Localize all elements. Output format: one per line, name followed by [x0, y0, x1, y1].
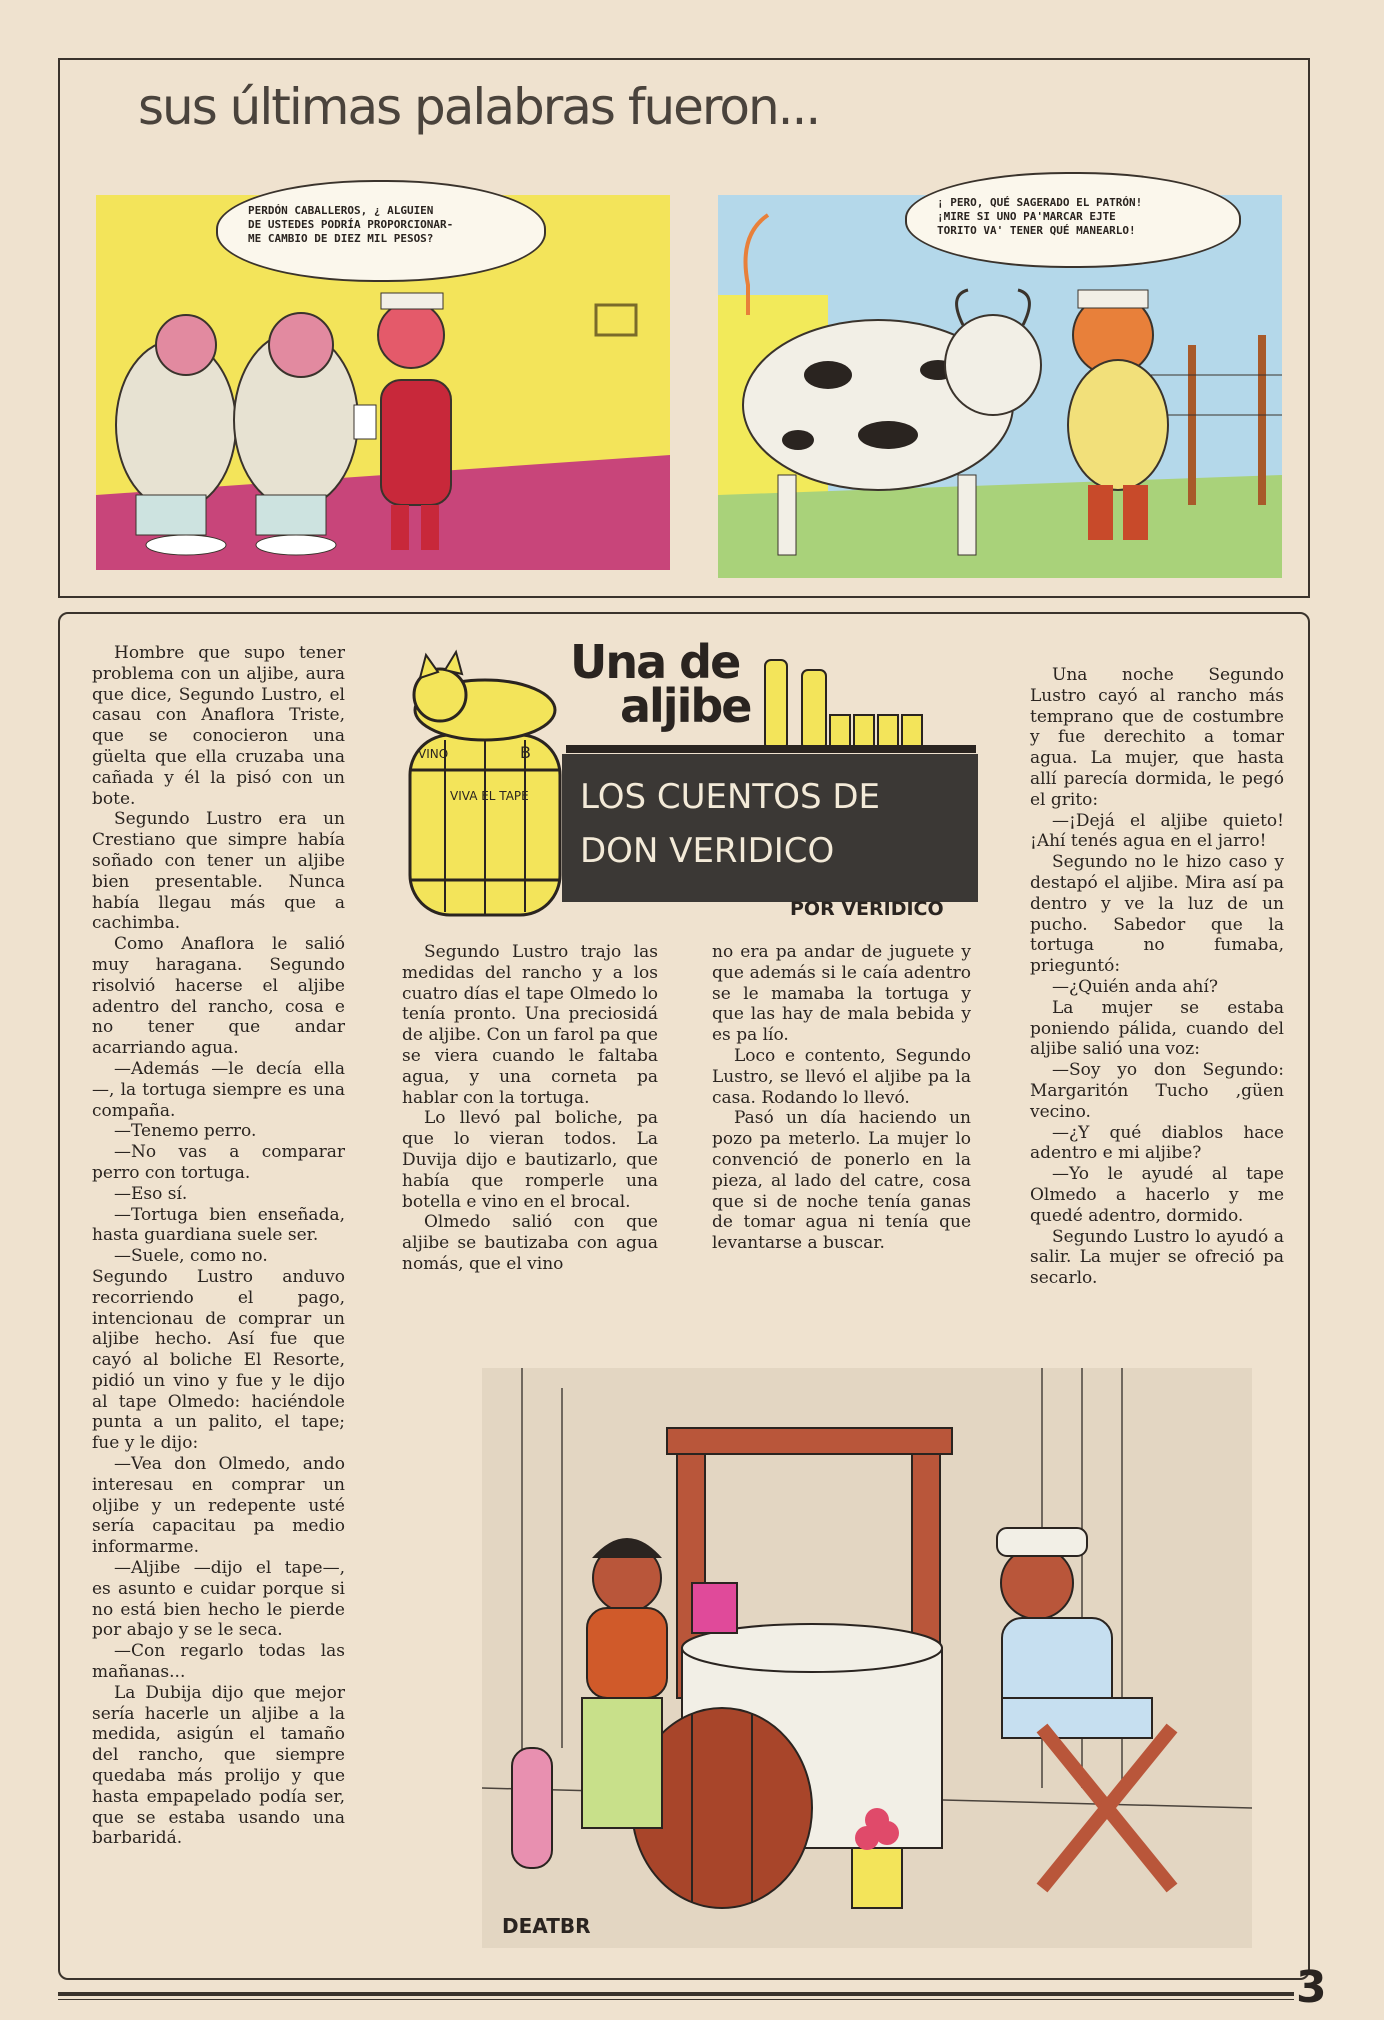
bubble-line: ¡ PERO, QUÉ SAGERADO EL PATRÓN! [937, 196, 1143, 209]
article-column-3 [712, 942, 971, 1254]
bubble-line: DE USTEDES PODRÍA PROPORCIONAR- [248, 218, 454, 231]
paragraph: La Dubija dijo que mejor sería hacerle un aljibe a la medida, asigún el tamaño del rancho, que siempre quedaba más prolijo y que hasta empapelado podía ser, que se estaba usando una barbaridá. [92, 1682, 345, 1849]
bubble-line: ME CAMBIO DE DIEZ MIL PESOS? [248, 232, 434, 245]
paragraph: Como Anaflora le salió muy haragana. Segundo risolvió hacerse el aljibe adentro del rancho, cosa e no tener que andar acarriando agua. [92, 934, 345, 1059]
well-scene-illustration [482, 1368, 1252, 1948]
series-title-line: LOS CUENTOS DE [580, 777, 881, 817]
paragraph: La mujer se estaba poniendo pálida, cuando del aljibe salió una voz: [1030, 997, 1284, 1060]
paragraph: —¡Dejá el aljibe quieto! ¡Ahí tenés agua en el jarro! [1030, 810, 1284, 852]
paragraph: Segundo no le hizo caso y destapó el aljibe. Mira así pa dentro y ve la luz de un pucho. Sabedor que la tortuga no fumaba, prieguntó: [1030, 852, 1284, 977]
bubble-line: TORITO VA' TENER QUÉ MANEARLO! [937, 224, 1136, 237]
article-title-line: aljibe [620, 679, 751, 733]
paragraph: —Tenemo perro. [114, 1121, 257, 1142]
series-title [580, 770, 880, 878]
paragraph: —Con regarlo todas las mañanas... [92, 1641, 345, 1683]
well-scene-drawing [482, 1368, 1252, 1948]
paragraph: —¿Y qué diablos hace adentro e mi aljibe? [1030, 1122, 1284, 1164]
article-column-1 [92, 643, 345, 1849]
paragraph: Olmedo salió con que aljibe se bautizaba con agua nomás, que el vino [402, 1212, 658, 1274]
paragraph: —Yo le ayudé al tape Olmedo a hacerlo y me quedé adentro, dormido. [1030, 1164, 1284, 1226]
paragraph: —No vas a comparar perro con tortuga. [92, 1142, 345, 1183]
shelf-bar [566, 745, 976, 753]
paragraph: —Aljibe —dijo el tape—, es asunto e cuidar porque si no está bien hecho le pierde por abajo y se le seca. [92, 1558, 345, 1641]
article-column-4 [1030, 665, 1284, 1289]
paragraph: —Tortuga bien enseñada, hasta guardiana suele ser. [92, 1204, 345, 1246]
article-title [570, 635, 751, 733]
page-number: 3 [1296, 1962, 1327, 2013]
strip-headline: sus últimas palabras fueron... [138, 78, 820, 136]
paragraph: —¿Quién anda ahí? [1052, 976, 1218, 997]
article-title-line: Una de [570, 635, 740, 689]
bubble-line: ¡MIRE SI UNO PA'MARCAR EJTE [937, 210, 1116, 223]
byline: POR VERIDICO [790, 898, 944, 920]
illustration-signature: DEATBR [502, 1914, 591, 1938]
bubble-line: PERDÓN CABALLEROS, ¿ ALGUIEN [248, 204, 434, 217]
barrel-label: VINO [418, 747, 449, 761]
series-title-line: DON VERIDICO [580, 831, 835, 871]
paragraph: Una noche Segundo Lustro cayó al rancho más temprano que de costumbre y fue derechito a tomar agua. La mujer, que hasta allí parecía dormida, le pegó el grito: [1030, 665, 1284, 810]
article-column-2 [402, 942, 658, 1275]
paragraph: —Soy yo don Segundo: Margaritón Tucho ,güen vecino. [1030, 1060, 1284, 1122]
paragraph: Lo llevó pal boliche, pa que lo vieran todos. La Duvija dijo e bautizarlo, que había que romperle una botella e vino en el brocal. [402, 1108, 658, 1212]
paragraph: Segundo Lustro lo ayudó a salir. La mujer se ofreció pa secarlo. [1030, 1226, 1284, 1289]
paragraph: Loco e contento, Segundo Lustro, se llevó el aljibe pa la casa. Rodando lo llevó. [712, 1045, 971, 1108]
paragraph: Segundo Lustro era un Crestiano que simpre había soñado con tener un aljibe bien presentable. Nunca había llegau más que a cachimba. [92, 809, 345, 934]
barrel-label: B [520, 743, 531, 762]
speech-bubble-right [905, 172, 1241, 268]
speech-bubble-left [216, 180, 546, 282]
paragraph: Segundo Lustro anduvo recorriendo el pago, intencionau de comprar un aljibe hecho. Así fue que cayó al boliche El Resorte, pidió un vino y fue y le dijo al tape Olmedo: haciéndole punta a un palito, el tape; fue y le dijo: [92, 1266, 345, 1454]
paragraph: —Vea don Olmedo, ando interesau en comprar un oljibe y un redepente usté sería capacitau pa medio informarme. [92, 1454, 345, 1558]
paragraph: Segundo Lustro trajo las medidas del rancho y a los cuatro días el tape Olmedo lo tenía pronto. Una preciosidá de aljibe. Con un farol pa que se viera cuando le faltaba agua, y una corneta pa hablar con la tortuga. [402, 942, 658, 1108]
paragraph: —Además —le decía ella —, la tortuga siempre es una compaña. [92, 1058, 345, 1121]
barrel-label: VIVA EL TAPE [450, 789, 529, 803]
paragraph: —Eso sí. [114, 1183, 188, 1204]
footer-rule-thin [58, 1999, 1294, 2000]
paragraph: no era pa andar de juguete y que además si le caía adentro se le mamaba la tortuga y que las hay de mala bebida y es pa lío. [712, 942, 971, 1046]
paragraph: Hombre que supo tener problema con un aljibe, aura que dice, Segundo Lustro, el casau con Anaflora Triste, que se conocieron una güelta que ella cruzaba una cañada y él la pisó con un bote. [92, 643, 345, 809]
paragraph: —Suele, como no. [114, 1246, 268, 1267]
footer-rule [58, 1992, 1294, 1996]
paragraph: Pasó un día haciendo un pozo pa meterlo. La mujer lo convenció de ponerlo en la pieza, al lado del catre, cosa que si de noche tenía ganas de tomar agua ni tenía que levantarse a buscar. [712, 1108, 971, 1254]
